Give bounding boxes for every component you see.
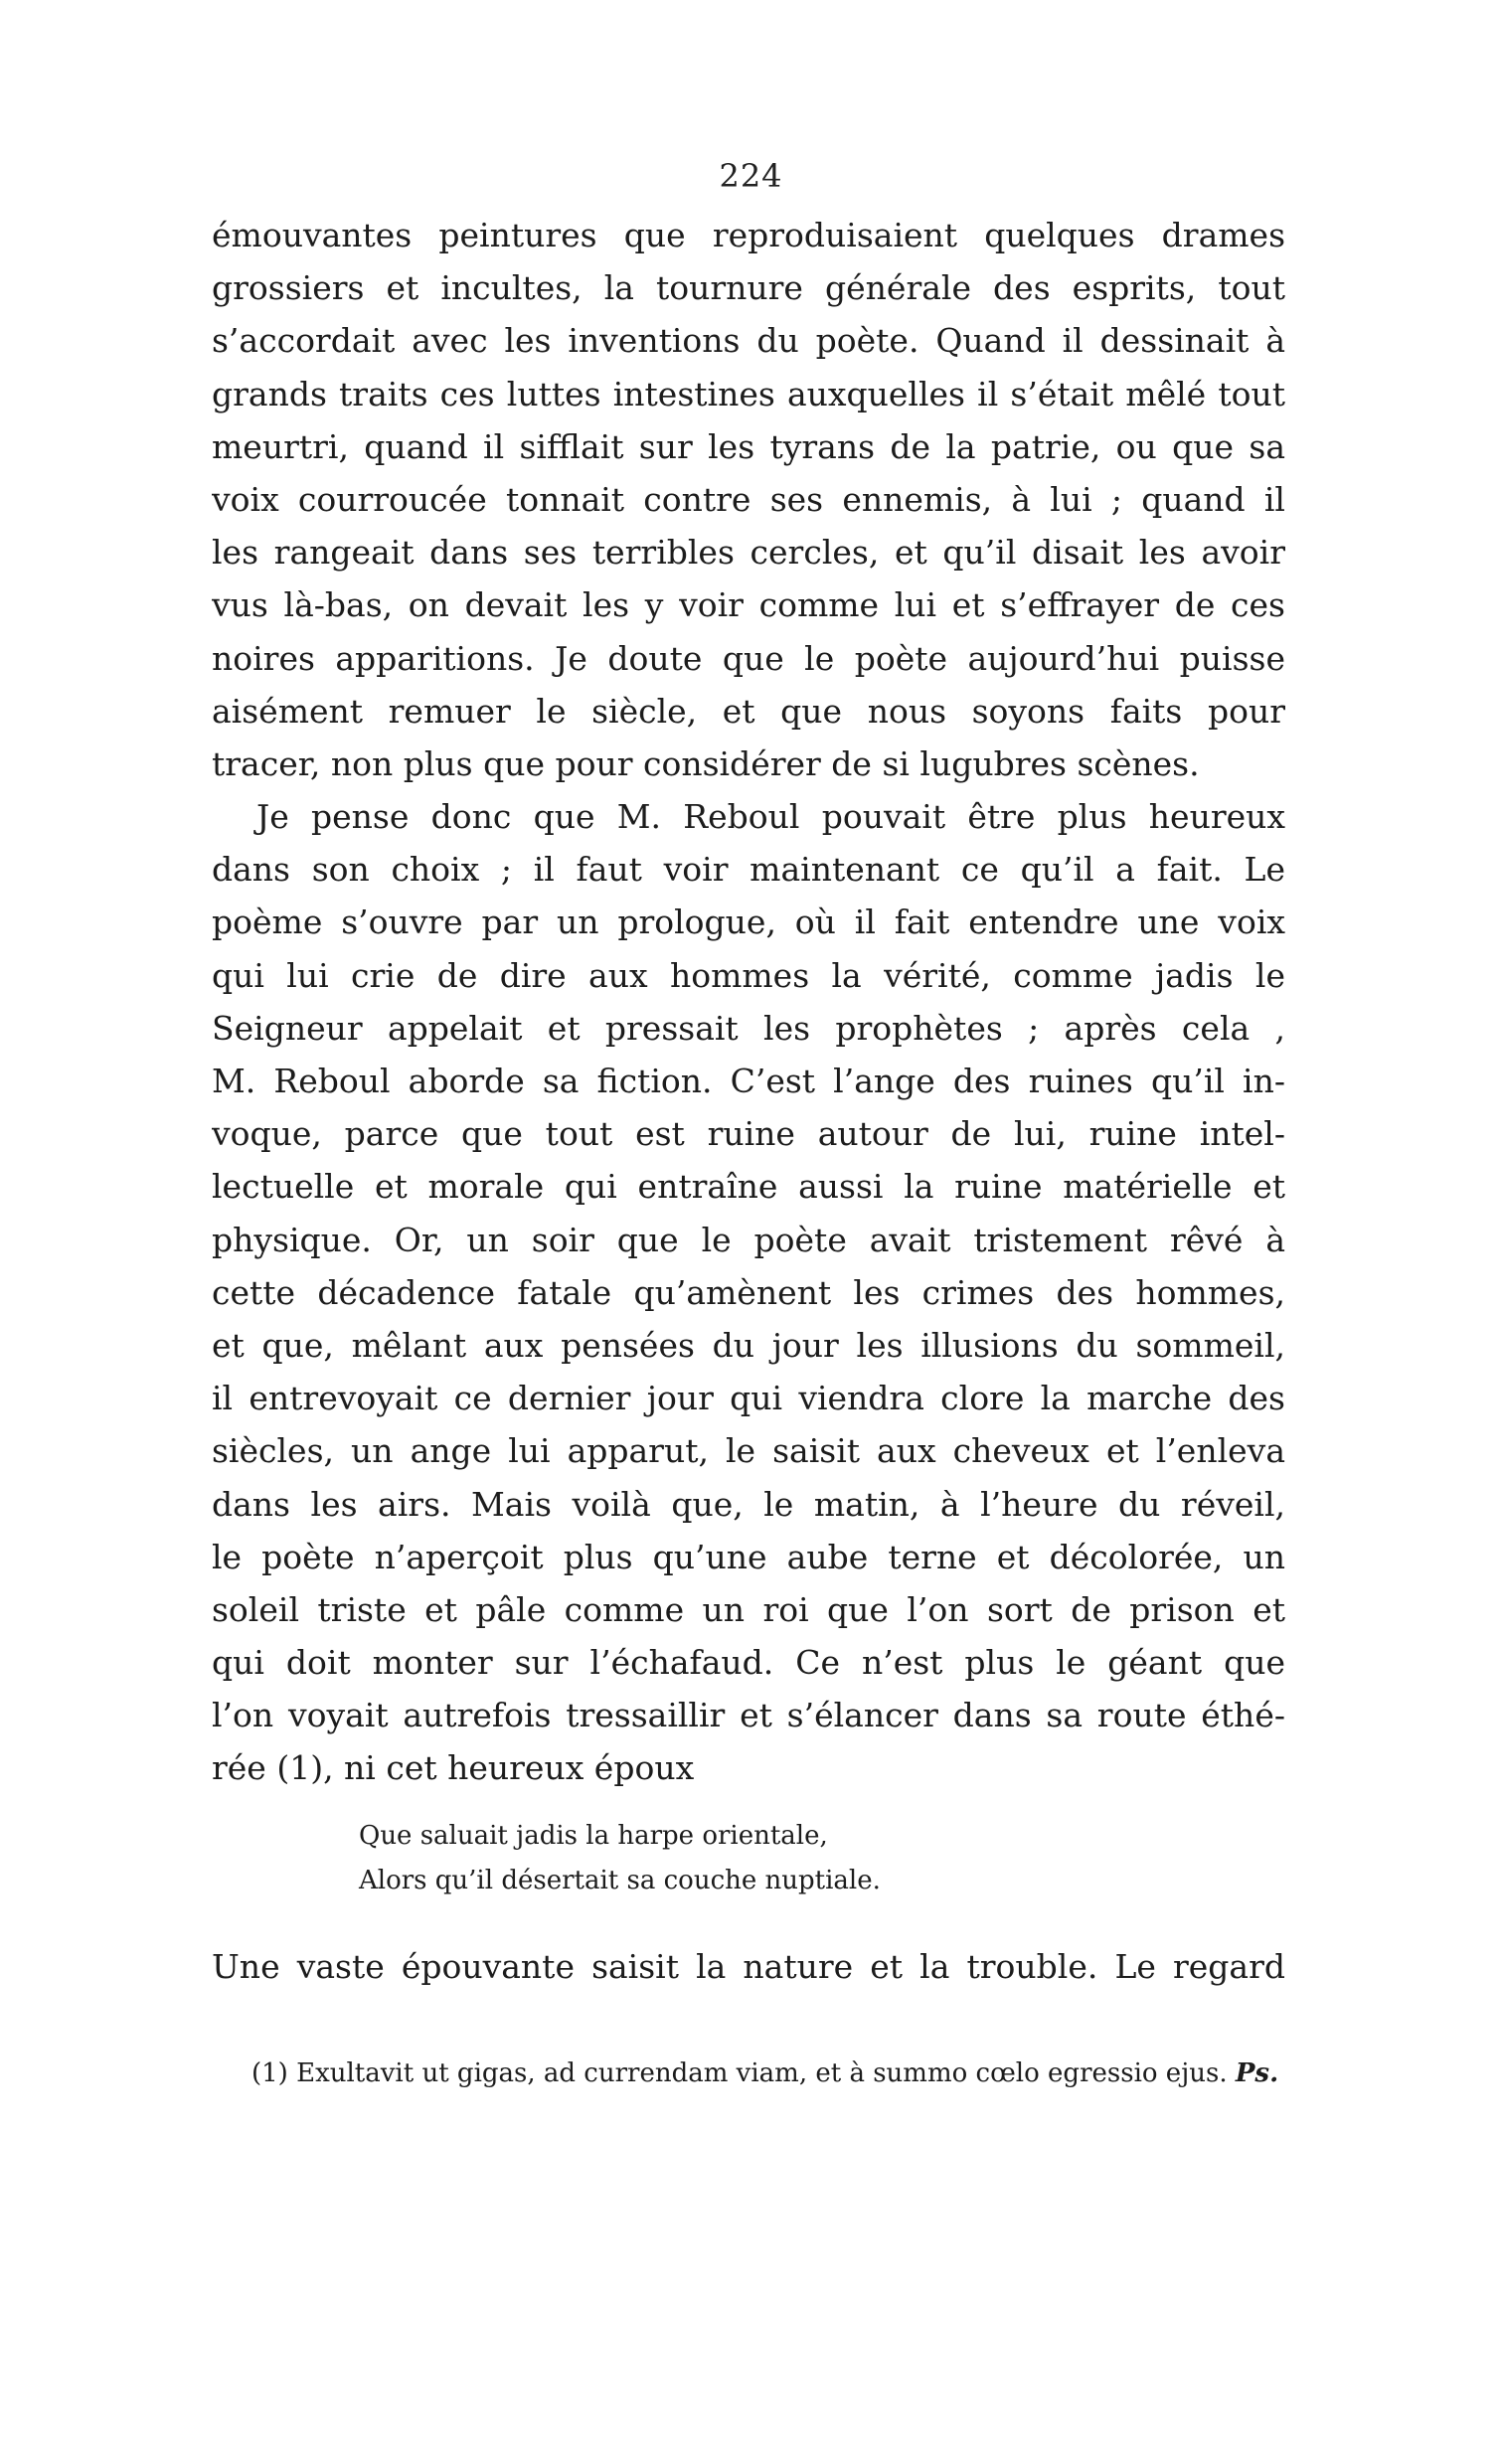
text-line: voix courroucée tonnait contre ses ennemis, à lui ; quand il <box>212 479 1285 519</box>
footnote-reference: Ps. <box>1235 2058 1279 2088</box>
text-line: aisément remuer le siècle, et que nous soyons faits pour <box>212 691 1285 731</box>
text-line: vus là-bas, on devait les y voir comme lui et s’effrayer de ces <box>212 585 1285 625</box>
page-number: 224 <box>719 157 783 195</box>
text-line: poème s’ouvre par un prologue, où il fait entendre une voix <box>212 903 1285 942</box>
text-line: qui doit monter sur l’échafaud. Ce n’est plus le géant que <box>212 1643 1285 1683</box>
text-line: dans son choix ; il faut voir maintenant ce qu’il a fait. Le <box>212 850 1285 890</box>
text-line: cette décadence fatale qu’amènent les crimes des hommes, <box>212 1272 1285 1312</box>
text-line: qui lui crie de dire aux hommes la vérité, comme jadis le <box>212 955 1285 995</box>
verse-quotation <box>359 1814 1055 1903</box>
text-line: grands traits ces luttes intestines auxquelles il s’était mêlé tout <box>212 374 1285 413</box>
verse-line: Alors qu’il désertait sa couche nuptiale. <box>359 1866 881 1895</box>
text-line: Je pense donc que M. Reboul pouvait être plus heureux <box>256 797 1285 837</box>
text-line: Une vaste épouvante saisit la nature et la trouble. Le regard <box>212 1947 1285 1986</box>
text-line: les rangeait dans ses terribles cercles, et qu’il disait les avoir <box>212 533 1285 573</box>
text-line: l’on voyait autrefois tressaillir et s’élancer dans sa route éthé- <box>212 1696 1285 1735</box>
text-line: physique. Or, un soir que le poète avait tristement rêvé à <box>212 1220 1285 1259</box>
verse-line: Que saluait jadis la harpe orientale, <box>359 1821 828 1851</box>
text-line: voque, parce que tout est ruine autour de lui, ruine intel- <box>212 1114 1285 1154</box>
text-line: s’accordait avec les inventions du poète. Quand il dessinait à <box>212 321 1285 361</box>
text-line: lectuelle et morale qui entraîne aussi la ruine matérielle et <box>212 1167 1285 1207</box>
text-line: soleil triste et pâle comme un roi que l’on sort de prison et <box>212 1589 1285 1629</box>
text-line: il entrevoyait ce dernier jour qui viendra clore la marche des <box>212 1379 1285 1418</box>
text-line: tracer, non plus que pour considérer de si lugubres scènes. <box>212 743 1200 783</box>
text-line: siècles, un ange lui apparut, le saisit aux cheveux et l’enleva <box>212 1431 1285 1471</box>
text-line: meurtri, quand il sifflait sur les tyrans de la patrie, ou que sa <box>212 426 1285 466</box>
footnote-text: (1) Exultavit ut gigas, ad currendam viam, et à summo cœlo egressio ejus. <box>251 2058 1228 2088</box>
text-line: Seigneur appelait et pressait les prophètes ; après cela , <box>212 1008 1285 1048</box>
text-line: émouvantes peintures que reproduisaient quelques drames <box>212 216 1285 254</box>
main-text <box>212 209 1285 1795</box>
text-line: le poète n’aperçoit plus qu’une aube terne et décolorée, un <box>212 1537 1285 1576</box>
continuation-text <box>212 1940 1285 1993</box>
text-line: grossiers et incultes, la tournure générale des esprits, tout <box>212 268 1285 308</box>
text-line: dans les airs. Mais voilà que, le matin, à l’heure du réveil, <box>212 1484 1285 1524</box>
text-line: rée (1), ni cet heureux époux <box>212 1748 695 1788</box>
footnote <box>251 2053 1305 2093</box>
text-line: et que, mêlant aux pensées du jour les illusions du sommeil, <box>212 1325 1285 1365</box>
text-line: M. Reboul aborde sa fiction. C’est l’ange des ruines qu’il in- <box>212 1062 1285 1100</box>
text-line: noires apparitions. Je doute que le poète aujourd’hui puisse <box>212 638 1285 678</box>
